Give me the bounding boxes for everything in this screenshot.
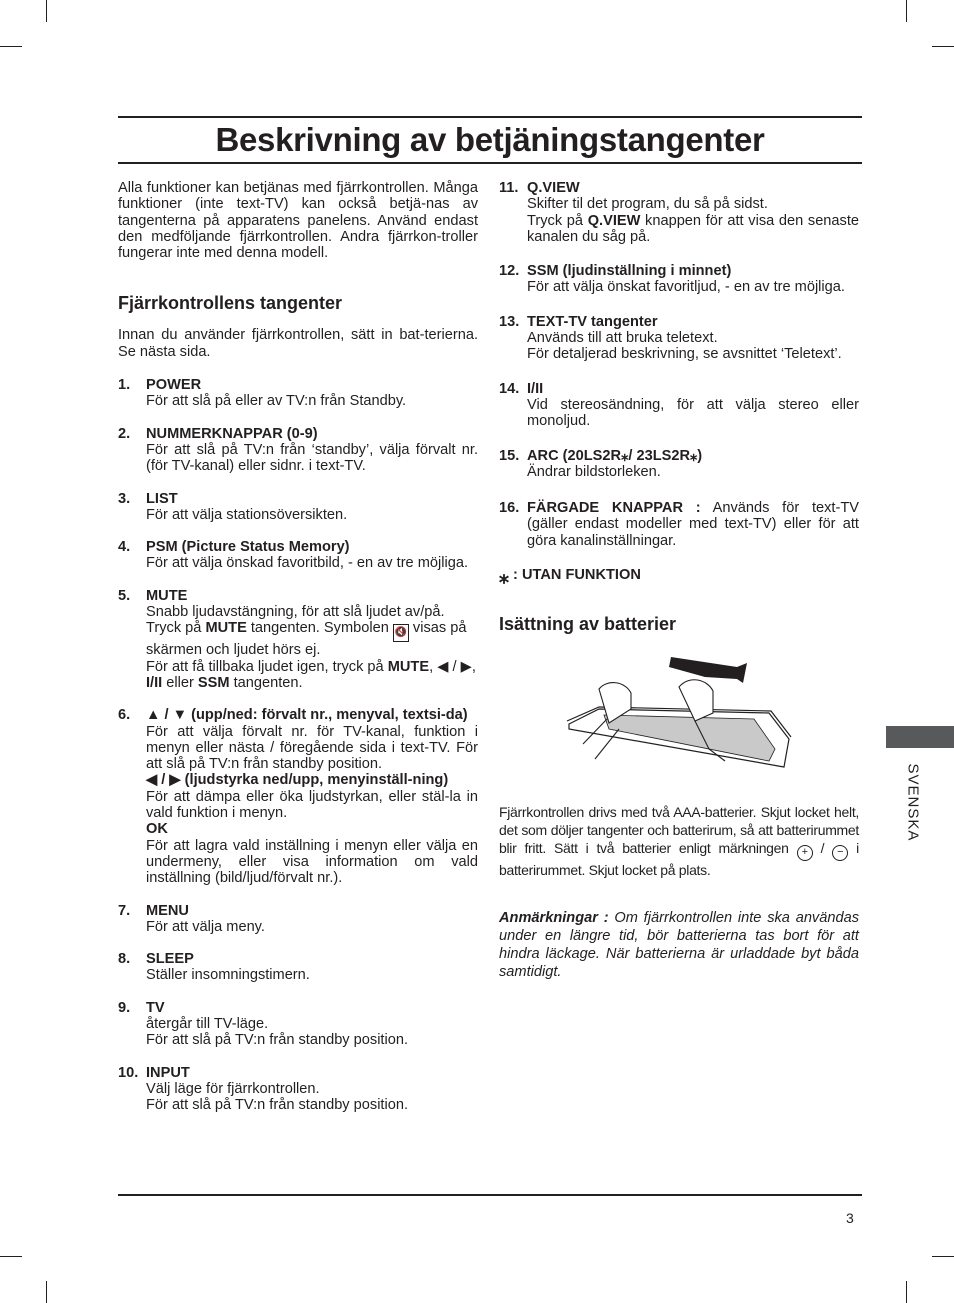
item-title: Q.VIEW bbox=[527, 180, 580, 196]
mute-speaker-icon: 🔇 bbox=[393, 624, 409, 642]
item-text: Används för text-TV (gäller endast modeller med text-TV) eller för att göra kanalinställningar. bbox=[527, 500, 859, 549]
list-item-sleep bbox=[118, 951, 478, 984]
item-text: Snabb ljudavstängning, för att slå ljudet av/på. bbox=[146, 604, 445, 621]
left-column bbox=[118, 180, 478, 1113]
item-number: 6. bbox=[118, 707, 131, 724]
item-text: För att dämpa eller öka ljudstyrkan, eller stäl-la in vald funktion i menyn. bbox=[146, 788, 478, 822]
item-title: I/II bbox=[527, 380, 544, 397]
item-text: återgår till TV-läge. bbox=[146, 1015, 269, 1032]
battery-heading: Isättning av batterier bbox=[499, 614, 677, 635]
item-number: 4. bbox=[118, 539, 131, 556]
item-title: LIST bbox=[146, 490, 178, 507]
item-text: För detaljerad beskrivning, se avsnittet ‘Teletext’. bbox=[527, 346, 842, 363]
item-title: TV bbox=[146, 999, 165, 1016]
item-text: Ändrar bildstorleken. bbox=[527, 463, 661, 480]
remote-intro: Innan du använder fjärrkontrollen, sätt in bat-terierna. Se nästa sida. bbox=[118, 327, 478, 360]
item-text: Ställer insomningstimern. bbox=[146, 967, 310, 984]
minus-symbol-icon: − bbox=[832, 845, 848, 861]
footer-rule bbox=[118, 1194, 862, 1196]
item-text: Vid stereosändning, för att välja stereo eller monoljud. bbox=[527, 396, 859, 430]
list-item-psm bbox=[118, 539, 478, 572]
item-title: SLEEP bbox=[146, 951, 194, 968]
crop-mark bbox=[46, 1281, 47, 1303]
item-text: För att välja meny. bbox=[146, 918, 265, 935]
note-label: Anmärkningar : bbox=[499, 910, 609, 927]
item-title: TEXT-TV tangenter bbox=[527, 313, 658, 330]
plus-symbol-icon: + bbox=[797, 845, 813, 861]
item-title: MENU bbox=[146, 902, 189, 919]
list-item-power bbox=[118, 377, 478, 410]
item-number: 2. bbox=[118, 425, 131, 442]
page-number: 3 bbox=[846, 1210, 854, 1226]
item-number: 8. bbox=[118, 951, 131, 968]
item-number: 10. bbox=[118, 1064, 139, 1081]
list-item-teletext bbox=[499, 314, 859, 363]
list-item-menu bbox=[118, 903, 478, 936]
item-title: SSM (ljudinställning i minnet) bbox=[527, 263, 732, 280]
item-text: Tryck på Q.VIEW knappen för att visa den senaste kanalen du såg på. bbox=[527, 212, 860, 245]
item-title: MUTE bbox=[146, 587, 188, 604]
battery-insertion-illustration bbox=[499, 649, 859, 779]
crop-mark bbox=[932, 46, 954, 47]
item-title: FÄRGADE KNAPPAR : bbox=[527, 500, 701, 517]
battery-caption: Fjärrkontrollen drivs med två AAA-batterier. Skjut locket helt, det som döljer tangenter och batterirum, så att batterirummet blir fritt. Sätt i två batterier enligt märkningen + / − i batterirummet. Skjut locket på plats. bbox=[499, 804, 859, 879]
star-icon: ⁎ bbox=[499, 566, 509, 589]
item-text: Välj läge för fjärrkontrollen. bbox=[146, 1080, 320, 1097]
item-text: För att få tillbaka ljudet igen, tryck på MUTE, ◀ / ▶, I/II eller SSM tangenten. bbox=[146, 658, 476, 691]
item-text: För att slå på TV:n från ‘standby’, välja förvalt nr. (för TV-kanal) eller sidnr. i text-TV. bbox=[146, 441, 478, 475]
no-function-note: ⁎ : UTAN FUNKTION bbox=[499, 566, 641, 589]
item-text: För att lagra vald inställning i menyn eller välja en undermeny, eller visa information om vald inställning (bild/ljud/förvalt nr.). bbox=[146, 837, 478, 887]
battery-note: Anmärkningar : Om fjärrkontrollen inte ska användas under en längre tid, bör batterierna tas bort för att hindra läckage. När batterierna är urladdade byt båda samtidigt. bbox=[499, 910, 859, 981]
list-item-mute bbox=[118, 588, 478, 691]
list-item-stereo bbox=[499, 381, 859, 430]
list-item-qview bbox=[499, 180, 859, 245]
intro-paragraph: Alla funktioner kan betjänas med fjärrkontrollen. Många funktioner (inte text-TV) kan också betjä-nas av tangenterna på apparatens panelens. Använd endast den medföljande fjärrkontrollen. Andra fjärrkon-troller fungerar inte med denna modell. bbox=[118, 180, 478, 262]
item-text: Används till att bruka teletext. bbox=[527, 330, 718, 347]
item-number: 7. bbox=[118, 902, 131, 919]
item-text: För att välja önskat favoritljud, - en av tre möjliga. bbox=[527, 279, 845, 296]
list-item-ssm bbox=[499, 263, 859, 296]
item-text: För att välja förvalt nr. för TV-kanal, funktion i menyn eller nästa / föregående sida i text-TV. För att slå på TV:n från standby position. bbox=[146, 723, 478, 773]
item-title: ◀ / ▶ (ljudstyrka ned/upp, menyinställ-ning) bbox=[146, 772, 449, 789]
item-text: För att slå på TV:n från standby position. bbox=[146, 1097, 409, 1114]
list-item-arc bbox=[499, 448, 859, 481]
crop-mark bbox=[906, 0, 907, 22]
item-text: För att slå på eller av TV:n från Standby. bbox=[146, 393, 407, 410]
item-number: 11. bbox=[499, 180, 519, 196]
item-text: För att slå på TV:n från standby position. bbox=[146, 1032, 409, 1049]
item-text: För att välja stationsöversikten. bbox=[146, 506, 348, 523]
item-title: NUMMERKNAPPAR (0-9) bbox=[146, 425, 318, 442]
list-item-list bbox=[118, 491, 478, 524]
crop-mark bbox=[906, 1281, 907, 1303]
list-item-input bbox=[118, 1065, 478, 1114]
crop-mark bbox=[932, 1256, 954, 1257]
item-title: OK bbox=[146, 821, 168, 838]
crop-mark bbox=[0, 46, 22, 47]
list-item-tv bbox=[118, 1000, 478, 1049]
crop-mark bbox=[46, 0, 47, 22]
list-item-number-keys bbox=[118, 426, 478, 475]
item-number: 12. bbox=[499, 263, 520, 280]
item-title: ▲ / ▼ (upp/ned: förvalt nr., menyval, textsi-da) bbox=[146, 707, 468, 724]
item-number: 14. bbox=[499, 380, 520, 397]
right-column bbox=[499, 180, 859, 981]
item-title: ARC (20LS2R⁎/ 23LS2R⁎) bbox=[527, 447, 703, 464]
page-title: Beskrivning av betjäningstangenter bbox=[215, 121, 765, 158]
language-side-label: SVENSKA bbox=[904, 763, 922, 842]
item-number: 3. bbox=[118, 490, 131, 507]
item-title: PSM (Picture Status Memory) bbox=[146, 539, 350, 556]
item-number: 16. bbox=[499, 500, 520, 517]
title-bottom-rule bbox=[118, 162, 862, 164]
item-text: Skifter til det program, du så på sidst. bbox=[527, 196, 768, 213]
item-number: 1. bbox=[118, 377, 131, 394]
list-item-color-keys bbox=[499, 500, 859, 549]
item-number: 9. bbox=[118, 999, 131, 1016]
item-number: 13. bbox=[499, 313, 520, 330]
item-title: INPUT bbox=[146, 1064, 190, 1081]
item-text: Tryck på MUTE tangenten. Symbolen 🔇 visas på skärmen och ljudet hörs ej. bbox=[146, 620, 467, 659]
remote-heading: Fjärrkontrollens tangenter bbox=[118, 293, 343, 314]
list-item-arrows bbox=[118, 707, 478, 886]
language-tab-marker bbox=[886, 726, 954, 748]
item-title: POWER bbox=[146, 377, 202, 394]
item-number: 15. bbox=[499, 447, 520, 464]
item-number: 5. bbox=[118, 587, 131, 604]
item-text: För att välja önskad favoritbild, - en av tre möjliga. bbox=[146, 555, 469, 572]
crop-mark bbox=[0, 1256, 22, 1257]
